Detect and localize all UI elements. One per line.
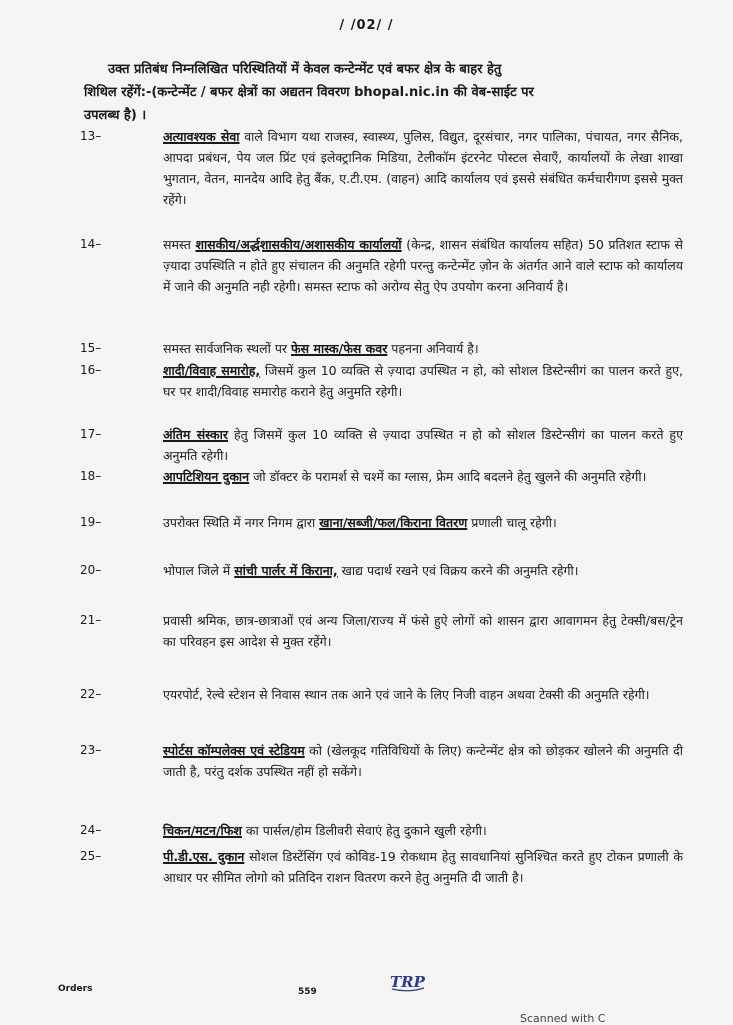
clause-highlight: शादी/विवाह समारोह, (163, 363, 261, 378)
clause-highlight: सांची पार्लर में किराना, (234, 563, 338, 578)
clause-number: 22– (80, 687, 102, 701)
clause-text (163, 846, 683, 888)
clause-number: 23– (80, 743, 102, 757)
intro-line-3: उपलब्ध है) । (84, 108, 147, 123)
clause-highlight: चिकन/मटन/फिश (163, 823, 242, 838)
clause-highlight: पी.डी.एस. दुकान (163, 849, 245, 864)
clause-text (163, 684, 683, 705)
clause-text (163, 466, 683, 487)
clause-highlight: अत्यावश्यक सेवा (163, 129, 240, 144)
clause-text-pre: प्रवासी श्रमिक, छात्र-छात्राओं एवं अन्य जिला/राज्य में फंसे हुऐ लोगों को शासन द्वारा आवागमन हेतु टेक्सी/बस/ट्रेन का परिवहन इस आदेश से मुक्त रहेंगे। (163, 613, 683, 649)
clause-text (163, 126, 683, 210)
clause-highlight: खाना/सब्जी/फल/किराना वितरण (319, 515, 468, 530)
clause-text (163, 512, 683, 533)
initials-text: TRP (390, 973, 425, 991)
clause-text-pre: समस्त सार्वजनिक स्थलों पर (163, 341, 292, 356)
footer-page-number: 559 (298, 987, 317, 997)
clause-text (163, 820, 683, 841)
clause-text-post: पहनना अनिवार्य है। (387, 341, 479, 356)
clause-text-post: प्रणाली चालू रहेगी। (467, 515, 557, 530)
intro-paragraph (84, 58, 684, 127)
clause-text-post: खाद्य पदार्थ रखने एवं विक्रय करने की अनुमति रहेगी। (337, 563, 579, 578)
clause-number: 19– (80, 515, 102, 529)
clause-text-post: जो डॉक्टर के परामर्श से चश्में का ग्लास, फ्रेम आदि बदलने हेतु खुलने की अनुमति रहेगी। (249, 469, 647, 484)
clause-text (163, 610, 683, 652)
intro-line-2: शिथिल रहेंगें:-(कन्टेन्मेंट / बफर क्षेत्रों का अद्यतन विवरण bhopal.nic.in की वेब-साईट पर (84, 85, 534, 100)
footer-orders-label: Orders (58, 984, 93, 994)
clause-number: 13– (80, 129, 102, 143)
clause-text (163, 360, 683, 402)
clause-text-pre: समस्त (163, 237, 196, 252)
clause-text-pre: उपरोक्त स्थिति में नगर निगम द्वारा (163, 515, 320, 530)
clause-text-post: का पार्सल/होम डिलीवरी सेवाएं हेतु दुकाने खुली रहेगी। (241, 823, 487, 838)
clause-text-post: हेतु जिसमें कुल 10 व्यक्ति से ज़्यादा उपस्थित न हो को सोशल डिस्टेन्सीगं का पालन करते हुए अनुमति रहेगी। (163, 427, 683, 463)
clause-text (163, 560, 683, 581)
clause-text-pre: एयरपोर्ट, रेल्वे स्टेशन से निवास स्थान तक आने एवं जाने के लिए निजी वाहन अथवा टेक्सी की अनुमति रहेगी। (163, 687, 650, 702)
handwritten-initials (388, 971, 428, 997)
clause-text-post: सोशल डिस्टेंसिंग एवं कोविड-19 रोकथाम हेतु सावधानियां सुनिश्चित करते हुए टोकन प्रणाली के आधार पर सीमित लोगो को प्रतिदिन राशन वितरण करने हेतु अनुमति दी जाती है। (163, 849, 683, 885)
clause-highlight: फेस मास्क/फेस कवर (291, 341, 388, 356)
clause-text (163, 740, 683, 782)
scanner-watermark: Scanned with C (520, 1012, 606, 1025)
clause-number: 16– (80, 363, 102, 377)
clause-highlight: स्पोर्टस कॉम्पलेक्स एवं स्टेडियम (163, 743, 305, 758)
clause-highlight: शासकीय/अर्द्धशासकीय/अशासकीय कार्यालयों (195, 237, 402, 252)
intro-line-1: उक्त प्रतिबंध निम्नलिखित परिस्थितियों में केवल कन्टेन्मेंट एवं बफर क्षेत्र के बाहर हेतु (108, 62, 502, 77)
clause-number: 20– (80, 563, 102, 577)
clause-text (163, 424, 683, 466)
clause-number: 21– (80, 613, 102, 627)
clause-number: 14– (80, 237, 102, 251)
clause-number: 25– (80, 849, 102, 863)
clause-text-post: (केन्द्र, शासन संबंधित कार्यालय सहित) 50 प्रतिशत स्टाफ से ज़्यादा उपस्थिति न होते हुए संचालन की अनुमति रहेगी परन्तु कन्टेन्मेंट ज़ोन के अंतर्गत आने वाले स्टाफ को कार्यालय में जाने की अनुमति नही रहेगी। समस्त स्टाफ को अरोग्य सेतु ऐप उपयोग करना अनिवार्य है। (163, 237, 683, 294)
clause-text-post: को (खेलकूद गतिविधियों के लिए) कन्टेन्मेंट क्षेत्र को छोड़कर खोलने की अनुमति दी जाती है, परंतु दर्शक उपस्थित नहीं हो सकेंगे। (163, 743, 683, 779)
clause-number: 18– (80, 469, 102, 483)
clause-text-pre: भोपाल जिले में (163, 563, 235, 578)
clause-text-post: जिसमें कुल 10 व्यक्ति से ज़्यादा उपस्थित न हो, को सोशल डिस्टेन्सीगं का पालन करते हुए, घर पर शादी/विवाह समारोह कराने हेतु अनुमति रहेगी। (163, 363, 683, 399)
clause-number: 15– (80, 341, 102, 355)
clause-text (163, 234, 683, 297)
clause-number: 24– (80, 823, 102, 837)
clause-highlight: अंतिम संस्कार (163, 427, 228, 442)
clause-number: 17– (80, 427, 102, 441)
clause-text (163, 338, 683, 359)
page-number: / /02/ / (339, 18, 394, 33)
clause-text-post: वाले विभाग यथा राजस्व, स्वास्थ्य, पुलिस, विद्युत, दूरसंचार, नगर पालिका, पंचायत, नगर सैनिक, आपदा प्रबंधन, पेय जल प्रिंट एवं इलेक्ट्रानिक मिडिया, टेलीकॉम इंटरनेट पोस्टल सेवाएँ, कार्यालयों के लेखा शाखा भुगतान, वेतन, मानदेय आदि हेतु बैंक, ए.टी.एम. (वाहन) आदि कार्यालय एवं इससे संबंधित कर्मचारीगण इससे मुक्त रहेंगे। (163, 129, 684, 207)
clause-highlight: आपटिशियन दुकान (163, 469, 250, 484)
